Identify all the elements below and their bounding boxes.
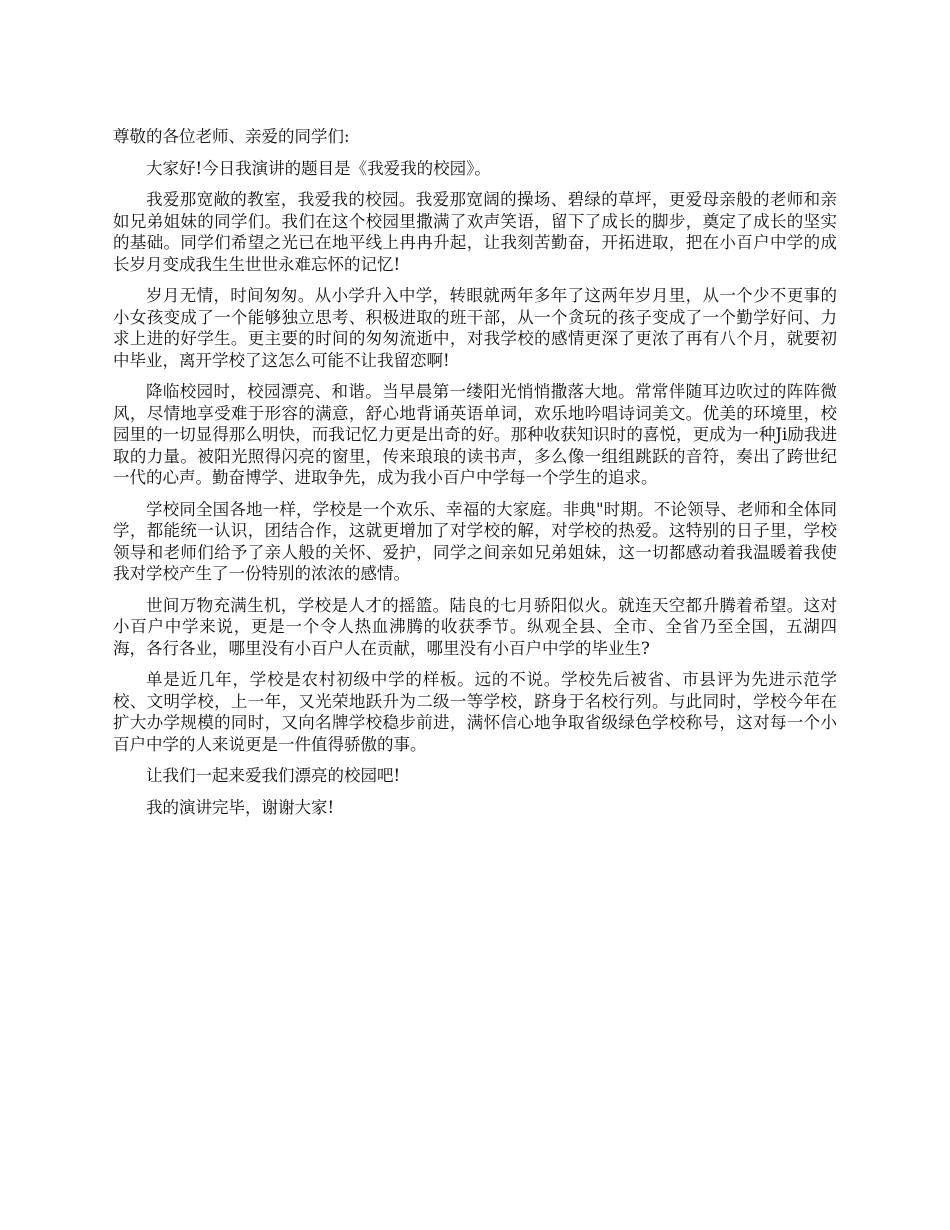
- paragraph-morning-campus: 降临校园时，校园漂亮、和谐。当早晨第一缕阳光悄悄撒落大地。常常伴随耳边吹过的阵阵微风，尽情地享受难于形容的满意，舒心地背诵英语单词，欢乐地吟唱诗词美文。优美的环境里，校园里的一切显得那么明快，而我记忆力更是出奇的好。那种收获知识时的喜悦，更成为一种Ji励我进取的力量。被阳光照得闪亮的窗里，传来琅琅的读书声，多么像一组组跳跃的音符，奏出了跨世纪一代的心声。勤奋博学、进取争先，成为我小百户中学每一个学生的追求。: [113, 382, 837, 487]
- paragraph-big-family: 学校同全国各地一样，学校是一个欢乐、幸福的大家庭。非典"时期。不论领导、老师和全体同学，都能统一认识，团结合作，这就更增加了对学校的解，对学校的热爱。这特别的日子里，学校领导和老师们给予了亲人般的关怀、爱护，同学之间亲如兄弟姐妹，这一切都感动着我温暖着我使我对学校产生了一份特别的浓浓的感情。: [113, 499, 837, 583]
- paragraph-greeting: 大家好!今日我演讲的题目是《我爱我的校园》。: [146, 158, 491, 178]
- paragraph-love-campus: 我爱那宽敞的教室，我爱我的校园。我爱那宽阔的操场、碧绿的草坪，更爱母亲般的老师和亲如兄弟姐妹的同学们。我们在这个校园里撒满了欢声笑语，留下了成长的脚步，奠定了成长的坚实的基础。同学们希望之光已在地平线上冉冉升起，让我刻苦勤奋，开拓进取，把在小百户中学的成长岁月变成我生生世世永难忘怀的记忆!: [113, 190, 837, 274]
- paragraph-closing: 我的演讲完毕，谢谢大家!: [146, 797, 335, 817]
- paragraph-call-to-love: 让我们一起来爱我们漂亮的校园吧!: [146, 766, 401, 785]
- paragraph-cradle-of-talent: 世间万物充满生机，学校是人才的摇篮。陆良的七月骄阳似火。就连天空都升腾着希望。这对小百户中学来说，更是一个令人热血沸腾的收获季节。纵观全县、全市、全省乃至全国，五湖四海，各行各业，哪里没有小百户人在贡献，哪里没有小百户中学的毕业生?: [113, 595, 837, 658]
- speech-body: [113, 126, 837, 828]
- paragraph-time-passing: 岁月无情，时间匆匆。从小学升入中学，转眼就两年多年了这两年岁月里，从一个少不更事的小女孩变成了一个能够独立思考、积极进取的班干部，从一个贪玩的孩子变成了一个勤学好问、力求上进的好学生。更主要的时间的匆匆流逝中，对我学校的感情更深了更浓了再有八个月，就要初中毕业，离开学校了这怎么可能不让我留恋啊!: [113, 286, 837, 370]
- paragraph-school-honors: 单是近几年，学校是农村初级中学的样板。远的不说。学校先后被省、市县评为先进示范学校、文明学校，上一年，又光荣地跃升为二级一等学校，跻身于名校行列。与此同时，学校今年在扩大办学规模的同时，又向名牌学校稳步前进，满怀信心地争取省级绿色学校称号，这对每一个小百户中学的人来说更是一件值得骄傲的事。: [113, 670, 837, 754]
- salutation: 尊敬的各位老师、亲爱的同学们:: [113, 127, 350, 146]
